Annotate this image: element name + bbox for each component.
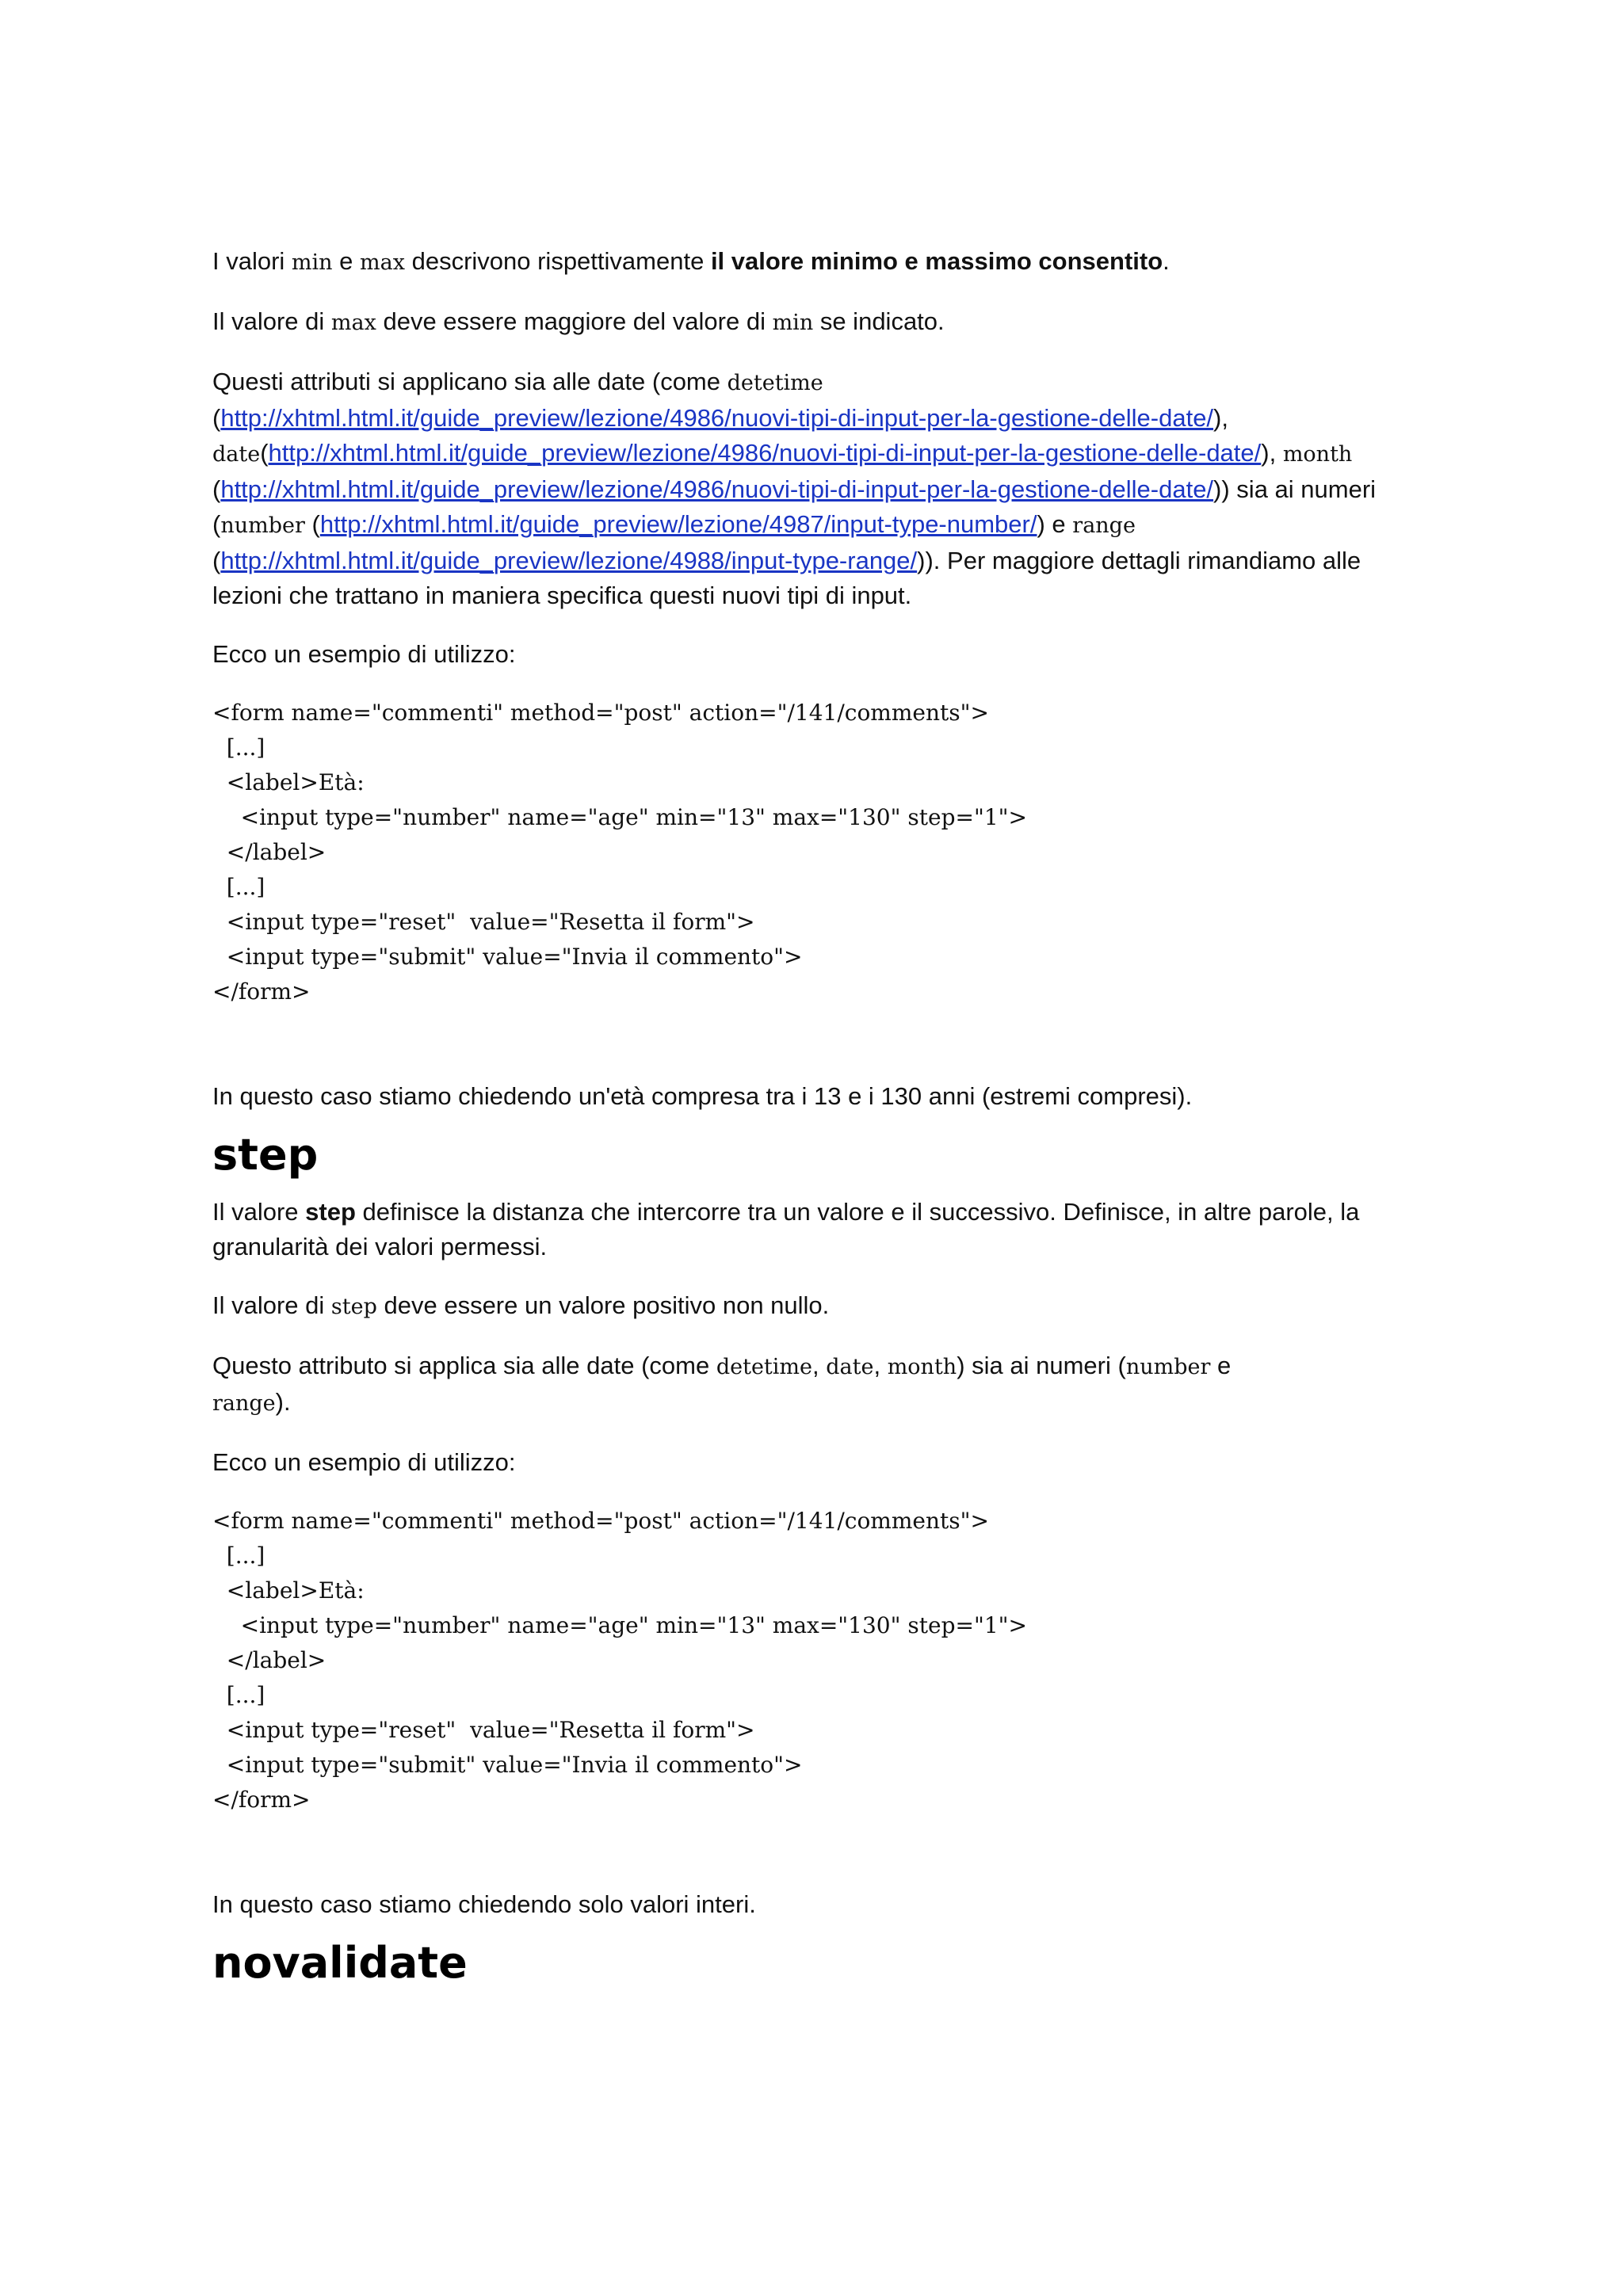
document-page (212, 244, 1401, 1993)
text: Il valore (212, 1198, 306, 1226)
code-range: range (212, 1391, 276, 1416)
link-range-lesson[interactable]: http://xhtml.html.it/guide_preview/lezione/4988/input-type-range/ (220, 547, 918, 574)
text: ( (212, 475, 221, 503)
text: ), (1261, 439, 1283, 467)
text: se indicato. (813, 307, 945, 335)
text: deve essere un valore positivo non nullo. (376, 1291, 830, 1319)
link-number-lesson[interactable]: http://xhtml.html.it/guide_preview/lezione/4987/input-type-number/ (319, 510, 1037, 538)
text: ( (212, 547, 221, 574)
link-date-lesson[interactable]: http://xhtml.html.it/guide_preview/lezione/4986/nuovi-tipi-di-input-per-la-gestione-delle-date/ (268, 439, 1262, 467)
text: definisce la distanza che intercorre tra un valore e il successivo. Definisce, in altre parole, la granularità dei valori permessi. (212, 1198, 1360, 1261)
text: ( (212, 404, 221, 432)
text: . (1163, 247, 1170, 275)
code-month: month (887, 1355, 957, 1379)
bold-text: il valore minimo e massimo consentito (710, 247, 1163, 275)
text: ), (1213, 404, 1228, 432)
text: ( (260, 439, 269, 467)
section-heading-novalidate: novalidate (212, 1938, 468, 1988)
code-number: number (220, 513, 305, 538)
paragraph-age-range: In questo caso stiamo chiedendo un'età compresa tra i 13 e i 130 anni (estremi compresi). (212, 1082, 1193, 1110)
text: ) sia ai numeri ( (957, 1352, 1126, 1379)
text: Questo attributo si applica sia alle date (come (212, 1352, 716, 1379)
text: Il valore di (212, 1291, 331, 1319)
link-date-lesson[interactable]: http://xhtml.html.it/guide_preview/lezione/4986/nuovi-tipi-di-input-per-la-gestione-delle-date/ (220, 404, 1214, 432)
paragraph-integer-values: In questo caso stiamo chiedendo solo valori interi. (212, 1890, 756, 1918)
section-heading-step: step (212, 1130, 319, 1180)
text: Questi attributi si applicano sia alle date (come (212, 368, 727, 395)
paragraph-attributes-apply (212, 364, 1401, 613)
code-number: number (1125, 1355, 1211, 1379)
text: descrivono rispettivamente (404, 247, 711, 275)
text: deve essere maggiore del valore di (376, 307, 773, 335)
code-min: min (772, 311, 814, 335)
code-month: month (1282, 442, 1353, 467)
bold-text: step (305, 1198, 356, 1226)
example-intro: Ecco un esempio di utilizzo: (212, 640, 516, 668)
text: , (873, 1352, 888, 1379)
paragraph-max-greater (212, 304, 1401, 341)
code-min: min (291, 250, 333, 275)
paragraph-step-applies (212, 1348, 1401, 1421)
text: ) e (1037, 510, 1073, 538)
text: e (1210, 1352, 1232, 1379)
text: Il valore di (212, 307, 331, 335)
code-date: date (826, 1355, 874, 1379)
code-date: date (212, 442, 261, 467)
code-max: max (360, 250, 405, 275)
code-block: <form name="commenti" method="post" action="/141/comments"> [...] <label>Età: <input type="number" name="age" min="13" max="130" step="1"> </label> [...] <input type="reset" value="Resetta il form"> <input type="submit" value="Invia il commento"> </form> (212, 700, 1027, 1005)
paragraph-step-positive (212, 1288, 1401, 1325)
text: , (812, 1352, 827, 1379)
text: I valori (212, 247, 292, 275)
code-detetime: detetime (727, 371, 823, 395)
paragraph-step-definition (212, 1195, 1401, 1264)
code-block: <form name="commenti" method="post" action="/141/comments"> [...] <label>Età: <input type="number" name="age" min="13" max="130" step="1"> </label> [...] <input type="reset" value="Resetta il form"> <input type="submit" value="Invia il commento"> </form> (212, 1508, 1027, 1813)
code-detetime: detetime (716, 1355, 813, 1379)
code-max: max (330, 311, 376, 335)
example-intro: Ecco un esempio di utilizzo: (212, 1448, 516, 1476)
text: e (332, 247, 361, 275)
link-date-lesson[interactable]: http://xhtml.html.it/guide_preview/lezione/4986/nuovi-tipi-di-input-per-la-gestione-delle-date/ (220, 475, 1214, 503)
text: ). (275, 1388, 291, 1416)
text: )) sia ai numeri ( (212, 475, 1377, 538)
code-step: step (330, 1295, 377, 1319)
paragraph-min-max (212, 244, 1401, 280)
text: ( (304, 510, 320, 538)
text: )). Per maggiore dettagli rimandiamo alle lezioni che trattano in maniera specifica questi nuovi tipi di input. (212, 547, 1361, 609)
code-range: range (1072, 513, 1136, 538)
